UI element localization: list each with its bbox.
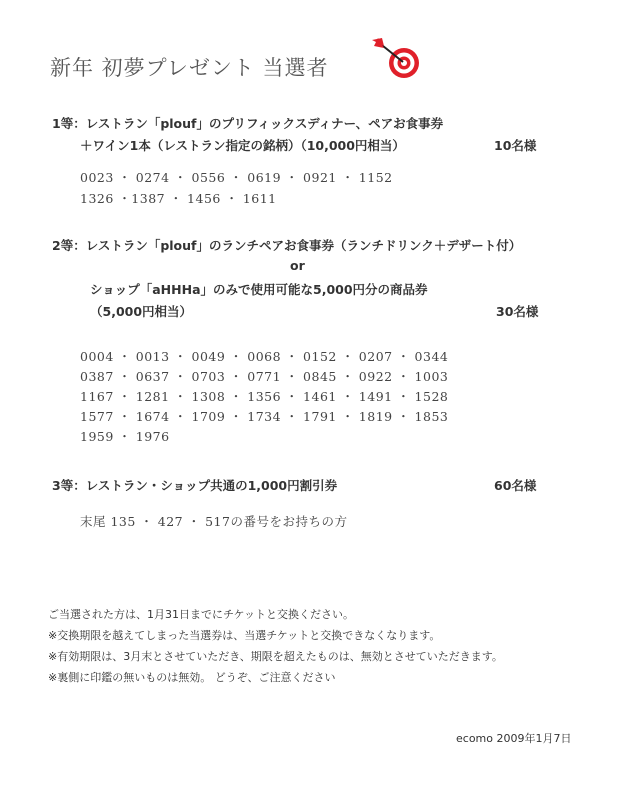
prize2-numbers-row: 0004 ・ 0013 ・ 0049 ・ 0068 ・ 0152 ・ 0207 ・ 0344	[80, 349, 449, 364]
prize2-line2: ショップ「aHHHa」のみで使用可能な5,000円分の商品券	[90, 282, 428, 297]
prize1-line2: ＋ワイン1本（レストラン指定の銘柄）（10,000円相当）	[80, 138, 405, 153]
signature: ecomo 2009年1月7日	[456, 732, 572, 745]
note-line: ※裏側に印鑑の無いものは無効。 どうぞ、ご注意ください	[48, 671, 336, 684]
prize3-line1: 3等：レストラン・ショップ共通の1,000円割引券	[52, 478, 338, 493]
prize2-numbers-row: 1959 ・ 1976	[80, 429, 170, 444]
prize3-numbers: 末尾 135 ・ 427 ・ 517の番号をお持ちの方	[80, 514, 348, 529]
prize2-line1: 2等：レストラン「plouf」のランチペアお食事券（ランチドリンク＋デザート付）	[52, 238, 522, 253]
target-icon	[370, 36, 422, 80]
prize2-numbers-row: 1577 ・ 1674 ・ 1709 ・ 1734 ・ 1791 ・ 1819 ・ 1853	[80, 409, 449, 424]
note-line: ご当選された方は、1月31日までにチケットと交換ください。	[48, 608, 355, 621]
prize2-numbers-row: 1167 ・ 1281 ・ 1308 ・ 1356 ・ 1461 ・ 1491 ・ 1528	[80, 389, 449, 404]
prize3-count: 60名様	[494, 478, 537, 493]
prize1-line1: 1等：レストラン「plouf」のプリフィックスディナー、ペアお食事券	[52, 116, 444, 131]
page-title: 新年 初夢プレゼント 当選者	[50, 56, 329, 80]
prize2-or: or	[290, 258, 305, 273]
note-line: ※有効期限は、3月末とさせていただき、期限を超えたものは、無効とさせていただきます。	[48, 650, 503, 663]
prize1-count: 10名様	[494, 138, 537, 153]
prize1-numbers-row: 0023 ・ 0274 ・ 0556 ・ 0619 ・ 0921 ・ 1152	[80, 170, 393, 185]
prize2-numbers-row: 0387 ・ 0637 ・ 0703 ・ 0771 ・ 0845 ・ 0922 ・ 1003	[80, 369, 449, 384]
prize2-line3: （5,000円相当）	[90, 304, 193, 319]
prize1-numbers-row: 1326 ・1387 ・ 1456 ・ 1611	[80, 191, 277, 206]
prize2-count: 30名様	[496, 304, 539, 319]
note-line: ※交換期限を越えてしまった当選券は、当選チケットと交換できなくなります。	[48, 629, 441, 642]
